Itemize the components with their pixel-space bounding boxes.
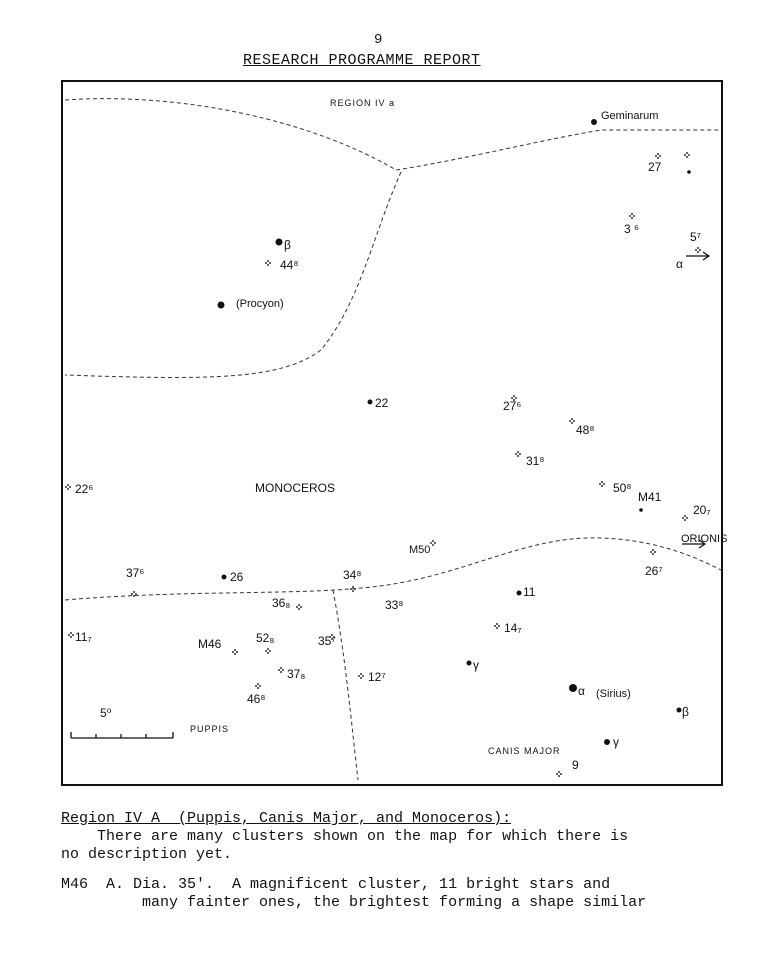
paragraph-line-1: There are many clusters shown on the map for which there is [61,828,629,845]
obj-3: 3 ⁶ [624,222,639,236]
paragraph-line-2: no description yet. [61,846,233,863]
star-procyon [218,302,225,309]
star-map [61,80,723,786]
obj-26-right: 26⁷ [645,564,663,578]
obj-50: 50⁸ [613,481,632,495]
entry-line-2: many fainter ones, the brightest forming a shape similar [61,894,647,911]
star-beta-cma [677,708,682,713]
section-heading: Region IV A (Puppis, Canis Major, and Monoceros): [61,810,512,827]
star-9 [517,591,522,596]
star-sirius [569,684,577,692]
obj-5: 5⁷ [690,230,702,244]
star-gamma [467,661,472,666]
scale-label: 5⁰ [100,706,112,720]
region-label: REGION IV a [330,98,396,108]
obj-46: 46⁸ [247,692,266,706]
greek-alpha-cma: α [578,684,585,698]
constellation-puppis: PUPPIS [190,724,230,734]
obj-11: M41 [638,490,662,504]
greek-alpha-ori: α [676,257,683,271]
page-number: 9 [374,32,383,48]
obj-m50: M50 [409,544,431,556]
obj-44: 44⁸ [280,258,299,272]
obj-9: 11 [523,585,536,599]
star-22 [368,400,373,405]
star-name-geminarum: Geminarum [601,110,659,122]
obj-35: 35⁷ [318,634,336,648]
obj-34: 34⁸ [343,568,362,582]
star-name-procyon: (Procyon) [236,298,284,310]
greek-beta-cmi: β [284,238,291,252]
obj-37: 37⁶ [126,566,145,580]
obj-37b: 37₈ [287,667,306,681]
boundary-diagonal [65,172,401,377]
boundary-middle [65,538,721,600]
boundary-vertical [333,590,358,780]
obj-14: 14₇ [504,621,522,635]
obj-31: 31⁸ [526,454,545,468]
star-geminorum [591,119,597,125]
obj-20: 20₇ [693,503,711,517]
greek-gamma: γ [473,658,479,672]
obj-48: 48⁸ [576,423,595,437]
star-beta-cmi [276,239,283,246]
obj-m46: M46 [198,637,222,651]
obj-27-top: 27 [648,160,662,174]
star-small [687,170,691,174]
greek-beta-cma: β [682,705,689,719]
orionis-label: ORIONIS [681,533,728,545]
star-11 [639,508,643,512]
scale-bar [71,732,173,738]
stars [218,119,691,745]
star-name-sirius: (Sirius) [596,688,631,700]
constellation-canis-major: CANIS MAJOR [488,746,561,756]
arrow-right-icon [686,252,709,260]
obj-22: 22 [375,396,389,410]
obj-33: 33⁸ [385,598,404,612]
obj-52: 52₈ [256,631,275,645]
constellation-monoceros: MONOCEROS [255,481,336,495]
greek-nu: γ [613,735,619,749]
star-nu [604,739,610,745]
obj-26: 26 [230,570,244,584]
obj-12: 12⁷ [368,670,386,684]
obj-22-left: 22⁶ [75,482,94,496]
page-title: RESEARCH PROGRAMME REPORT [243,52,481,69]
obj-27-mid: 27⁶ [503,399,522,413]
obj-36: 36₈ [272,596,291,610]
obj-11-left: 11₇ [75,630,92,644]
obj-m41: 9 [572,758,579,772]
star-26 [222,575,227,580]
entry-line-1: M46 A. Dia. 35'. A magnificent cluster, 11 bright stars and [61,876,611,893]
